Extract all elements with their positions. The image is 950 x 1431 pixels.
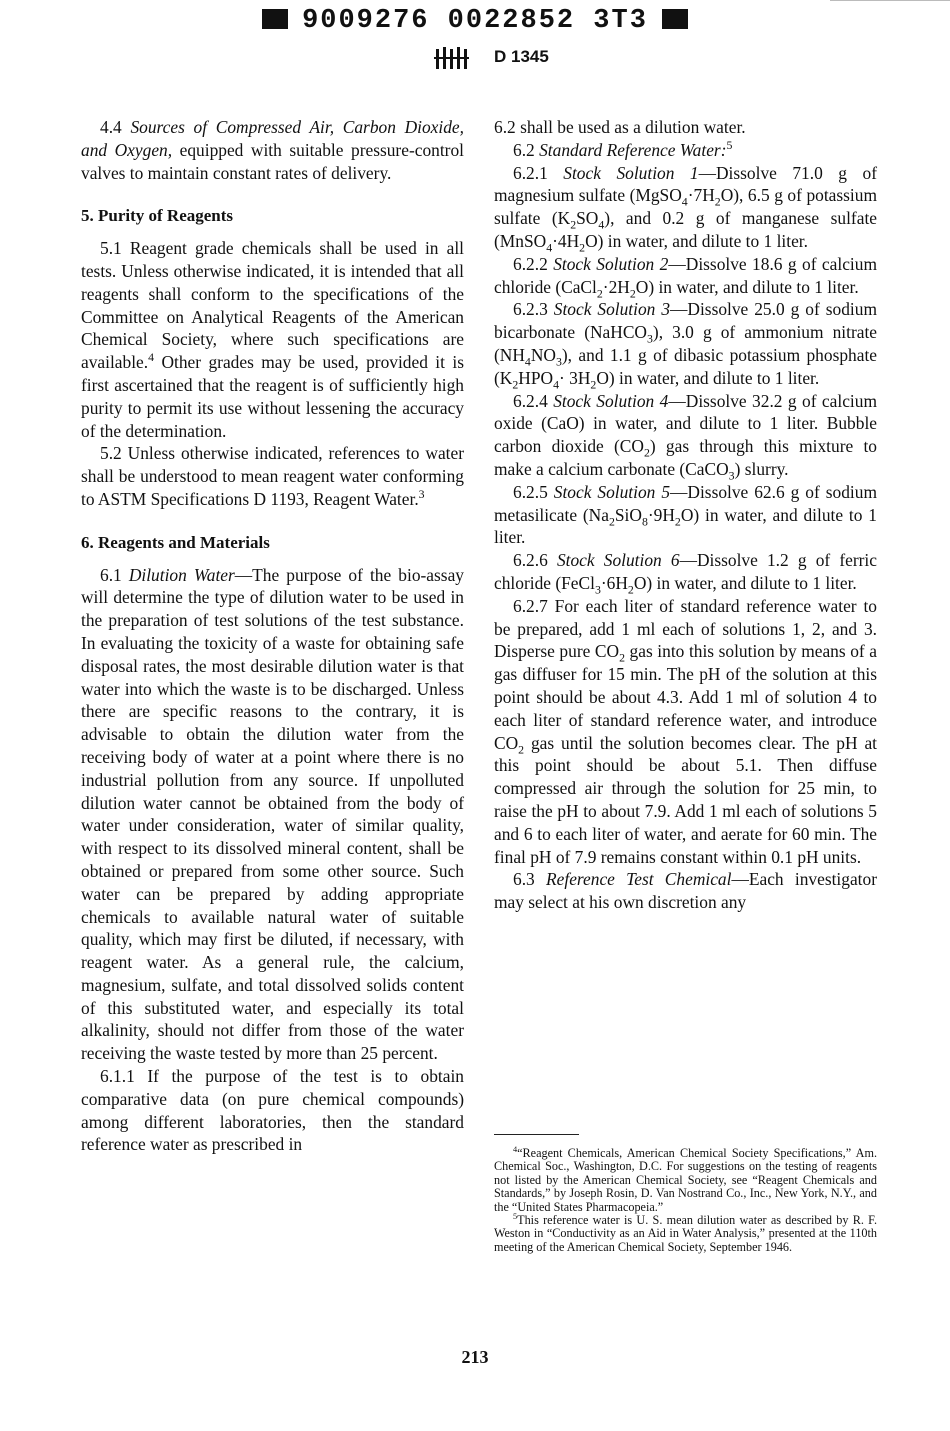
header-code-text: 9009276 0022852 3T3 (302, 6, 648, 36)
paragraph-6-1-1: 6.1.1 If the purpose of the test is to obtain comparative data (on pure chemical compounds) among different laboratories, then the standard reference water as prescribed in (81, 1066, 464, 1155)
astm-logo (431, 46, 477, 72)
paragraph-6-2-5: 6.2.5 Stock Solution 5—Dissolve 62.6 g of sodium metasilicate $(Na_2SiO_8\cdot 9H_2O)$ in water, and dilute to 1 liter. (494, 481, 878, 548)
section-heading-6: 6. Reagents and Materials (81, 532, 270, 552)
paragraph-6-2-7: 6.2.7 For each liter of standard reference water to be prepared, add 1 ml each of solutions 1, 2, and 3. Disperse pure $CO_2$ gas into this solution by means of a gas diffuser for 15 min. The pH of the solution at this point should be about 4.3. Add 1 ml of solution 4 to each liter of standard reference water, and introduce $CO_2$ gas until the solution becomes clear. The pH at this point should be about 5.1. Then diffuse compressed air through the solution for 25 min, to raise the pH to about 7.9. Add 1 ml each of solutions 5 and 6 to each liter of water, and aerate for 60 min. The final pH of 7.9 remains constant within 0.1 pH units. (494, 595, 877, 867)
paragraph-continuation: 6.2 shall be used as a dilution water. (494, 117, 746, 137)
header-bar-right (662, 9, 688, 29)
paragraph-6-1: 6.1 Dilution Water—The purpose of the bio-assay will determine the type of dilution water to be used in the preparation of test solutions of the test substance. In evaluating the toxicity of a waste for obtaining safe disposal rates, the most desirable dilution water is that water into which the waste is to be discharged. Unless there are specific reasons to the contrary, it is advisable to obtain the dilution water from the receiving body of water at a point where there is no industrial pollution from any source. If unpolluted dilution water cannot be obtained from the body of water under consideration, water of similar quality, with respect to its dissolved mineral content, shall be obtained or prepared from some other source. Such water can be prepared by adding appropriate chemicals to available natural water of suitable quality, which may first be diluted, if necessary, with reagent water. As a general rule, the calcium, magnesium, sulfate, and total dissolved solids content of this substituted water, and especially its total alkalinity, should not differ from those of the water receiving the waste tested by more than 25 percent. (81, 564, 464, 1064)
header-bar-left (262, 9, 288, 29)
paragraph-5-2: 5.2 Unless otherwise indicated, references to water shall be understood to mean reagent water conforming to ASTM Specifications D 1193, Reagent Water.$^3$ (81, 443, 464, 509)
paragraph-6-2-3: 6.2.3 Stock Solution 3—Dissolve 25.0 g of sodium bicarbonate (NaHCO$_3$), 3.0 g of ammonium nitrate $(NH_4NO_3)$, and 1.1 g of dibasic potassium phosphate $(K_2HPO_4\cdot 3H_2O)$ in water, and dilute to 1 liter. (494, 299, 877, 392)
paragraph-6-3: 6.3 Reference Test Chemical—Each investigator may select at his own discretion any (494, 869, 877, 913)
paragraph-5-1: 5.1 Reagent grade chemicals shall be used in all tests. Unless otherwise indicated, it is intended that all reagents shall conform to the specifications of the Committee on Analytical Reagents of the American Chemical Society, where such specifications are available.$^4$ Other grades may be used, provided it is first ascertained that the reagent is of sufficiently high purity to permit its use without lessening the accuracy of the determination. (81, 238, 464, 441)
paragraph-6-2-2: 6.2.2 Stock Solution 2—Dissolve 18.6 g of calcium chloride $(CaCl_2\cdot 2H_2O)$ in water, and dilute to 1 liter. (494, 253, 877, 301)
footnote-rule (494, 1134, 579, 1135)
paragraph-6-2-4: 6.2.4 Stock Solution 4—Dissolve 32.2 g of calcium oxide (CaO) in water, and dilute to 1 liter. Bubble carbon dioxide $(CO_2)$ gas through this mixture to make a calcium carbonate (CaCO$_3$) slurry. (494, 390, 877, 483)
astm-logo-icon (431, 46, 477, 72)
top-rule (830, 0, 950, 1)
paragraph-6-2-1: 6.2.1 Stock Solution 1—Dissolve 71.0 g of magnesium sulfate $(MgSO_4\cdot 7H_2O)$, 6.5 g of potassium sulfate $(K_2SO_4)$, and 0.2 g of manganese sulfate $(MnSO_4\cdot 4H_2O)$ in water, and dilute to 1 liter. (494, 162, 877, 255)
paragraph-4-4: 4.4 Sources of Compressed Air, Carbon Dioxide, and Oxygen, equipped with suitable pressure-control valves to maintain constant rates of delivery. (81, 117, 464, 183)
footnote-4: $^4$“Reagent Chemicals, American Chemical Society Specifications,” Am. Chemical Soc., Washington, D.C. For suggestions on the testing of reagents not listed by the American Chemical Society, see “Reagent Chemicals and Standards,” by Joseph Rosin, D. Van Nostrand Co., Inc., New York, N.Y., and the “United States Pharmacopeia.” (494, 1144, 877, 1214)
section-heading-5: 5. Purity of Reagents (81, 206, 234, 226)
left-column (81, 116, 464, 1156)
paragraph-6-2-6: 6.2.6 Stock Solution 6—Dissolve 1.2 g of ferric chloride $(FeCl_3\cdot 6H_2O)$ in water, and dilute to 1 liter. (494, 550, 877, 597)
paragraph-6-2: 6.2 Standard Reference Water:$^5$ (513, 138, 733, 160)
footnotes (494, 1144, 877, 1254)
right-column (494, 116, 877, 914)
document-number: D 1345 (494, 47, 549, 66)
footnote-5: $^5$This reference water is U. S. mean dilution water as described by R. F. Weston in “Conductivity as an Aid in Water Analysis,” presented at the 110th meeting of the American Chemical Society, September 1946. (494, 1211, 877, 1254)
page-number: 213 (461, 1347, 489, 1367)
page-header-code (0, 6, 950, 36)
